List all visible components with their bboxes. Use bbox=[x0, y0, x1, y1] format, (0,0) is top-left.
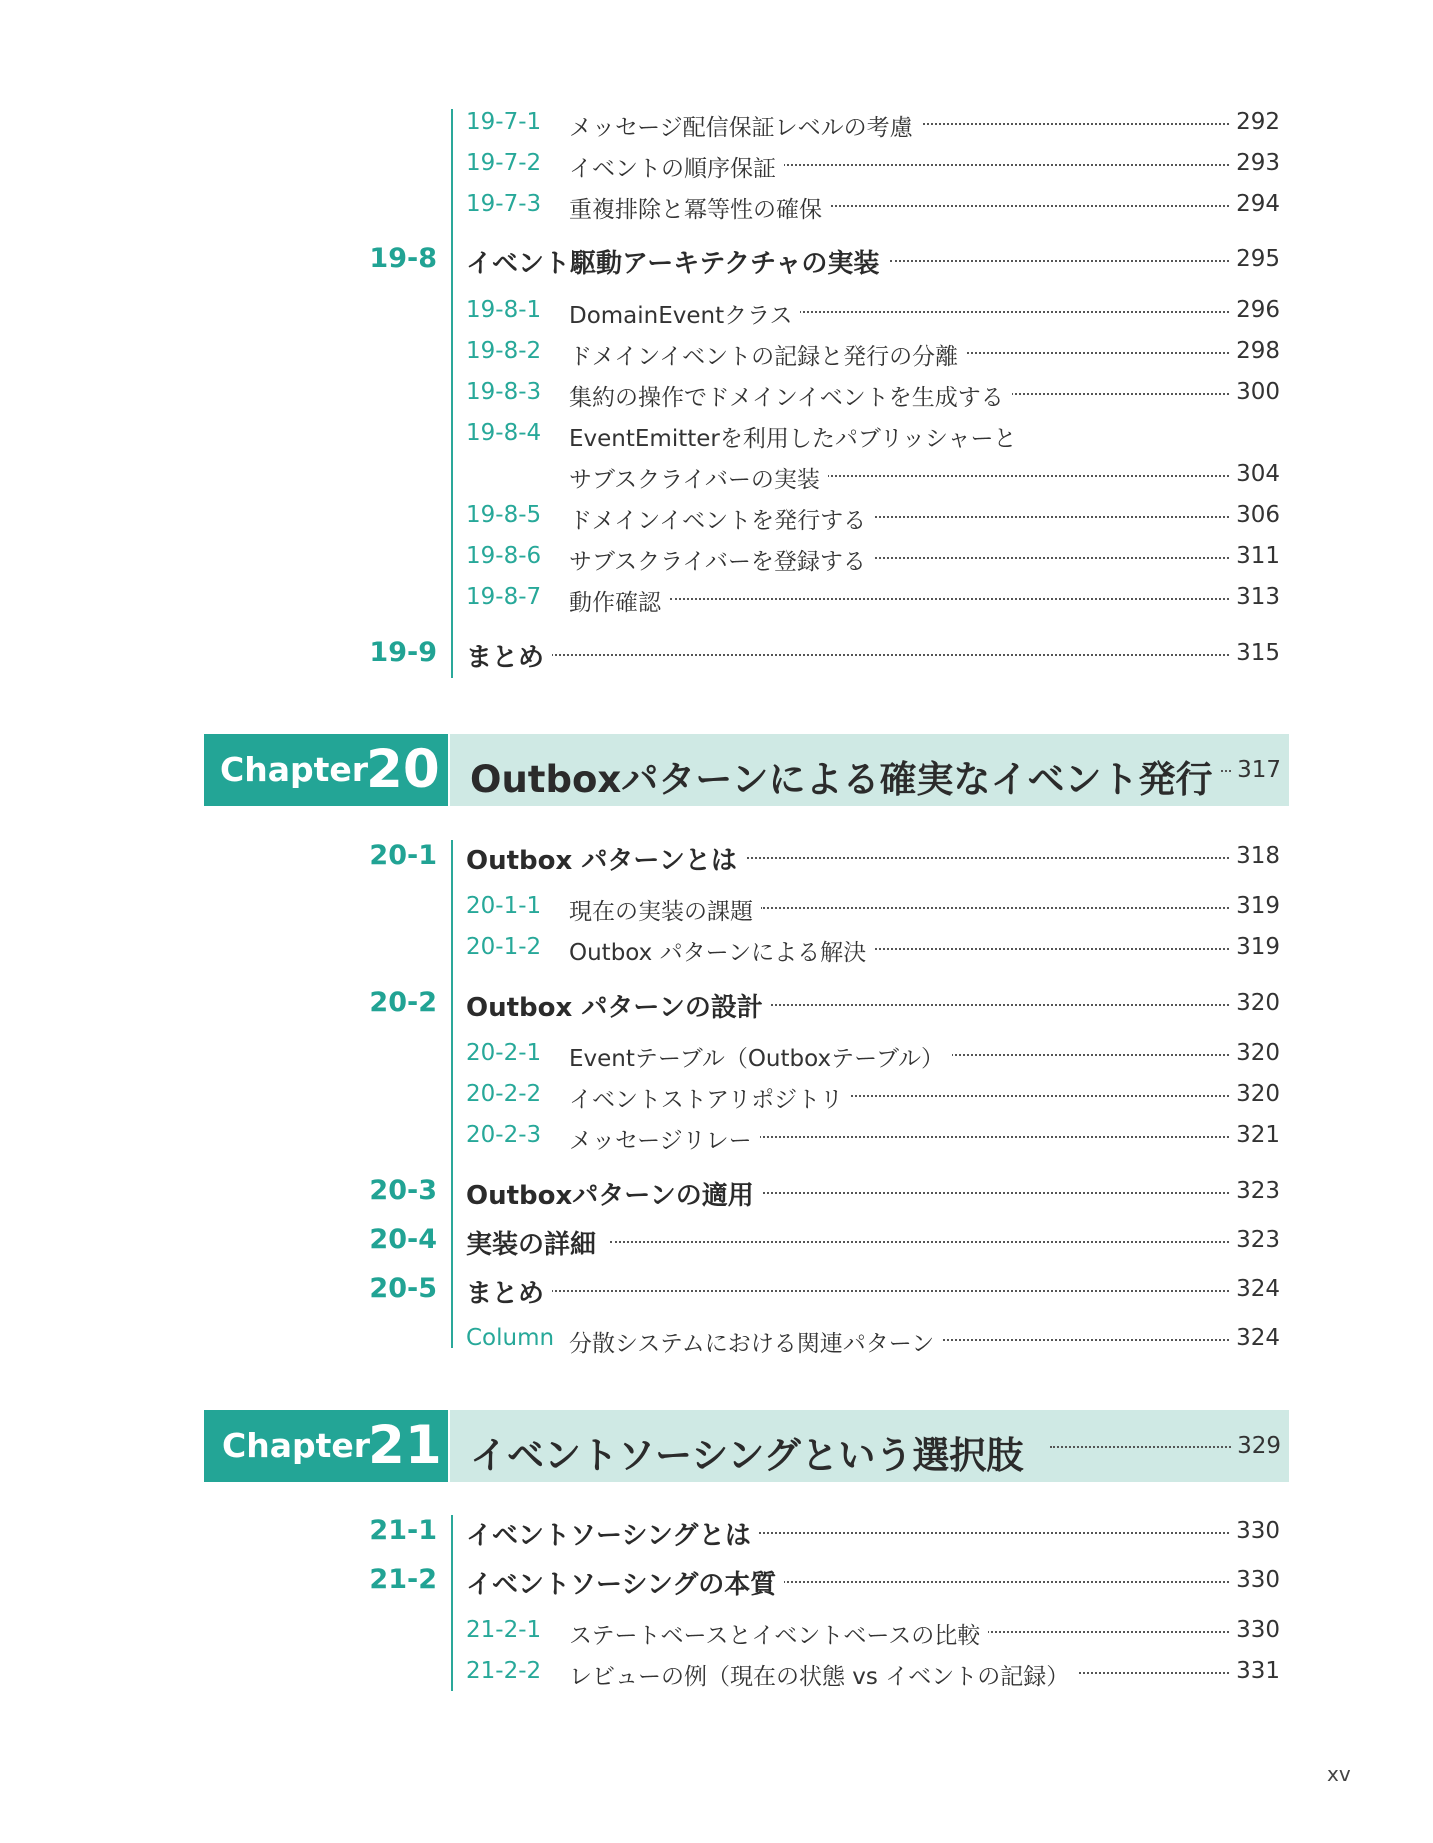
section-title: イベントソーシングの本質 bbox=[466, 1564, 784, 1601]
chapter-title-box bbox=[450, 734, 1289, 806]
section-title: Outbox パターンの設計 bbox=[466, 987, 771, 1024]
toc-row[interactable] bbox=[0, 502, 1433, 534]
subsection-title: イベントストアリポジトリ bbox=[569, 1081, 851, 1114]
page-number: 320 bbox=[1230, 990, 1280, 1016]
toc-row[interactable] bbox=[0, 1040, 1433, 1072]
leader-dots bbox=[780, 1581, 1233, 1583]
column-label: Column bbox=[466, 1325, 555, 1351]
subsection-title: 動作確認 bbox=[569, 584, 669, 617]
subsection-title: 集約の操作でドメインイベントを生成する bbox=[569, 379, 1012, 412]
leader-dots bbox=[920, 1054, 1233, 1056]
subsection-number: 19-8-6 bbox=[466, 543, 542, 569]
chapter-word: Chapter bbox=[222, 1426, 371, 1465]
section-number: 19-8 bbox=[369, 243, 437, 274]
subsection-title: ドメインイベントの記録と発行の分離 bbox=[569, 338, 966, 371]
chapter-number: 21 bbox=[368, 1415, 442, 1476]
chapter-word: Chapter bbox=[220, 750, 369, 789]
subsection-title: 分散システムにおける関連パターン bbox=[569, 1325, 942, 1358]
toc-row[interactable] bbox=[0, 1122, 1433, 1154]
page-number: 330 bbox=[1230, 1617, 1280, 1643]
section-title: Outbox パターンとは bbox=[466, 840, 745, 877]
section-number: 20-3 bbox=[369, 1175, 437, 1206]
section-number: 21-2 bbox=[369, 1564, 437, 1595]
leader-dots bbox=[758, 1004, 1233, 1006]
subsection-title: メッセージ配信保証レベルの考慮 bbox=[569, 109, 921, 142]
subsection-number: 19-7-2 bbox=[466, 150, 542, 176]
subsection-title: サブスクライバーを登録する bbox=[569, 543, 874, 576]
page-number: 293 bbox=[1230, 150, 1280, 176]
section-title: Outboxパターンの適用 bbox=[466, 1175, 762, 1212]
page-number: 317 bbox=[1231, 757, 1281, 783]
toc-row[interactable] bbox=[0, 338, 1433, 370]
page-number: 323 bbox=[1230, 1227, 1280, 1253]
toc-row[interactable] bbox=[0, 243, 1433, 277]
page-number: 320 bbox=[1230, 1040, 1280, 1066]
subsection-title: ステートベースとイベントベースの比較 bbox=[569, 1617, 988, 1650]
toc-row[interactable] bbox=[0, 150, 1433, 182]
toc-row[interactable] bbox=[0, 1325, 1433, 1357]
page-number: 331 bbox=[1230, 1658, 1280, 1684]
toc-row[interactable] bbox=[0, 840, 1433, 874]
chapter-label bbox=[204, 1410, 448, 1482]
page-number: 319 bbox=[1230, 893, 1280, 919]
subsection-title: Eventテーブル（Outboxテーブル） bbox=[569, 1040, 952, 1073]
toc-row[interactable] bbox=[0, 637, 1433, 671]
page-number: 329 bbox=[1231, 1433, 1281, 1459]
leader-dots bbox=[850, 557, 1233, 559]
subsection-title: メッセージリレー bbox=[569, 1122, 760, 1155]
leader-dots bbox=[920, 1339, 1233, 1341]
toc-row[interactable] bbox=[0, 297, 1433, 329]
subsection-number: 19-8-1 bbox=[466, 297, 542, 323]
page-number: 320 bbox=[1230, 1081, 1280, 1107]
subsection-number: 20-1-1 bbox=[466, 893, 542, 919]
chapter-title: イベントソーシングという選択肢 bbox=[470, 1425, 1031, 1479]
section-title: まとめ bbox=[466, 1273, 552, 1310]
subsection-title: Outbox パターンによる解決 bbox=[569, 934, 874, 967]
leader-dots bbox=[548, 654, 1233, 656]
subsection-title: ドメインイベントを発行する bbox=[569, 502, 874, 535]
section-number: 21-1 bbox=[369, 1515, 437, 1546]
toc-row[interactable] bbox=[0, 987, 1433, 1021]
leader-dots bbox=[750, 1532, 1233, 1534]
subsection-title: DomainEventクラス bbox=[569, 297, 800, 330]
subsection-number: 20-2-2 bbox=[466, 1081, 542, 1107]
page-number: 324 bbox=[1230, 1276, 1280, 1302]
page-number: 323 bbox=[1230, 1178, 1280, 1204]
subsection-number: 21-2-2 bbox=[466, 1658, 542, 1684]
leader-dots bbox=[850, 948, 1233, 950]
subsection-number: 21-2-1 bbox=[466, 1617, 542, 1643]
subsection-number: 19-8-5 bbox=[466, 502, 542, 528]
section-number: 19-9 bbox=[369, 637, 437, 668]
page-number: 296 bbox=[1230, 297, 1280, 323]
chapter-title-box bbox=[450, 1410, 1289, 1482]
page-number: 321 bbox=[1230, 1122, 1280, 1148]
leader-dots bbox=[756, 1192, 1233, 1194]
page-number: 315 bbox=[1230, 640, 1280, 666]
leader-dots bbox=[810, 1095, 1233, 1097]
toc-row[interactable] bbox=[0, 1617, 1433, 1649]
subsection-number: 19-7-1 bbox=[466, 109, 542, 135]
leader-dots bbox=[890, 260, 1233, 262]
toc-row[interactable] bbox=[0, 1224, 1433, 1258]
subsection-number: 20-2-3 bbox=[466, 1122, 542, 1148]
page-number: 292 bbox=[1230, 109, 1280, 135]
subsection-title: レビューの例（現在の状態 vs イベントの記録） bbox=[569, 1658, 1077, 1691]
toc-row[interactable] bbox=[0, 461, 1433, 493]
page-number: 330 bbox=[1230, 1518, 1280, 1544]
leader-dots bbox=[950, 1631, 1233, 1633]
page-number: 295 bbox=[1230, 246, 1280, 272]
leader-dots bbox=[930, 352, 1233, 354]
leader-dots bbox=[548, 1290, 1233, 1292]
chapter-number: 20 bbox=[366, 739, 440, 800]
page-folio: xv bbox=[1327, 1762, 1351, 1786]
toc-row[interactable] bbox=[0, 109, 1433, 141]
leader-dots bbox=[1050, 1446, 1231, 1448]
toc-row[interactable] bbox=[0, 584, 1433, 616]
page-number: 318 bbox=[1230, 843, 1280, 869]
subsection-number: 19-8-2 bbox=[466, 338, 542, 364]
section-number: 20-4 bbox=[369, 1224, 437, 1255]
section-title: 実装の詳細 bbox=[466, 1224, 604, 1261]
toc-row[interactable] bbox=[0, 191, 1433, 223]
page-number: 294 bbox=[1230, 191, 1280, 217]
page-number: 311 bbox=[1230, 543, 1280, 569]
section-title: まとめ bbox=[466, 637, 552, 674]
section-title: イベントソーシングとは bbox=[466, 1515, 759, 1552]
section-number: 20-2 bbox=[369, 987, 437, 1018]
page-number: 306 bbox=[1230, 502, 1280, 528]
chapter-label bbox=[204, 734, 448, 806]
leader-dots bbox=[880, 123, 1233, 125]
toc-row[interactable] bbox=[0, 543, 1433, 575]
subsection-title: 重複排除と冪等性の確保 bbox=[569, 191, 830, 224]
page-number: 300 bbox=[1230, 379, 1280, 405]
chapter-20-header[interactable] bbox=[204, 734, 1289, 806]
leader-dots bbox=[610, 1241, 1233, 1243]
leader-dots bbox=[820, 205, 1233, 207]
toc-row[interactable] bbox=[0, 379, 1433, 411]
toc-row[interactable] bbox=[0, 1175, 1433, 1209]
section-number: 20-5 bbox=[369, 1273, 437, 1304]
subsection-title: EventEmitterを利用したパブリッシャーと bbox=[569, 420, 1025, 453]
page-number: 313 bbox=[1230, 584, 1280, 610]
subsection-title: 現在の実装の課題 bbox=[569, 893, 761, 926]
section-title: イベント駆動アーキテクチャの実装 bbox=[466, 243, 887, 280]
leader-dots bbox=[760, 907, 1233, 909]
leader-dots bbox=[780, 311, 1233, 313]
chapter-21-header[interactable] bbox=[204, 1410, 1289, 1482]
subsection-number: 19-8-3 bbox=[466, 379, 542, 405]
leader-dots bbox=[670, 598, 1233, 600]
page-number: 304 bbox=[1230, 461, 1280, 487]
chapter-title: Outboxパターンによる確実なイベント発行 bbox=[470, 749, 1221, 803]
leader-dots bbox=[730, 857, 1233, 859]
toc-row[interactable] bbox=[0, 1564, 1433, 1598]
page-number: 319 bbox=[1230, 934, 1280, 960]
page-number: 324 bbox=[1230, 1325, 1280, 1351]
subsection-number: 20-1-2 bbox=[466, 934, 542, 960]
toc-row[interactable] bbox=[0, 1515, 1433, 1549]
subsection-number: 20-2-1 bbox=[466, 1040, 542, 1066]
page-number: 330 bbox=[1230, 1567, 1280, 1593]
section-number: 20-1 bbox=[369, 840, 437, 871]
subsection-number: 19-7-3 bbox=[466, 191, 542, 217]
toc-row[interactable] bbox=[0, 893, 1433, 925]
toc-row[interactable] bbox=[0, 1273, 1433, 1307]
toc-row[interactable] bbox=[0, 420, 1433, 452]
toc-row[interactable] bbox=[0, 1081, 1433, 1113]
toc-row[interactable] bbox=[0, 934, 1433, 966]
leader-dots bbox=[810, 475, 1233, 477]
subsection-title-continued: サブスクライバーの実装 bbox=[569, 461, 828, 494]
subsection-title: イベントの順序保証 bbox=[569, 150, 784, 183]
toc-row[interactable] bbox=[0, 1658, 1433, 1690]
leader-dots bbox=[760, 164, 1233, 166]
leader-dots bbox=[738, 1136, 1233, 1138]
subsection-number: 19-8-4 bbox=[466, 420, 542, 446]
page-number: 298 bbox=[1230, 338, 1280, 364]
subsection-number: 19-8-7 bbox=[466, 584, 542, 610]
leader-dots bbox=[840, 516, 1233, 518]
